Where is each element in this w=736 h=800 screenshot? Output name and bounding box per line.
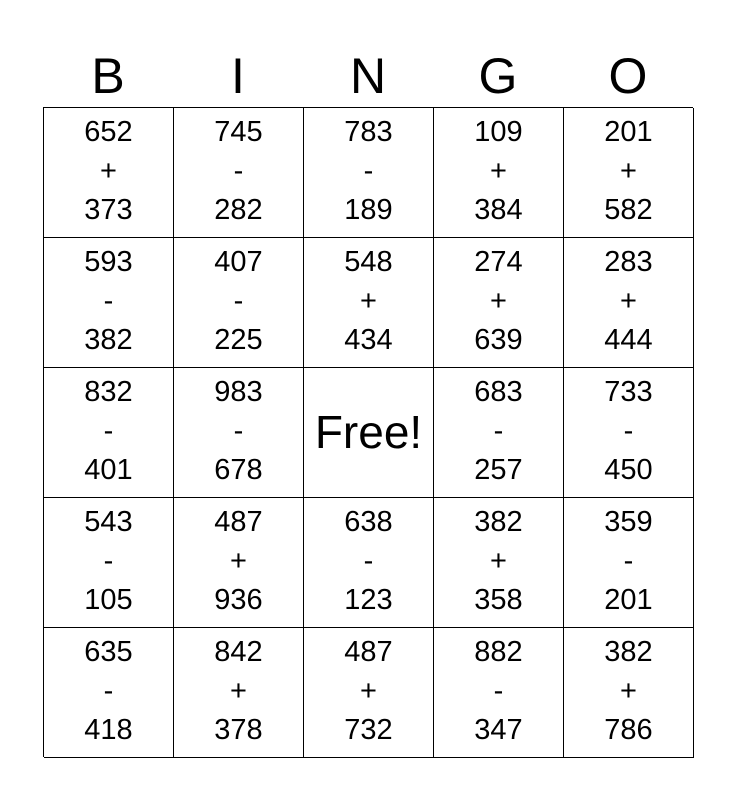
cell-operator: +: [360, 285, 377, 317]
cell-top-number: 733: [604, 376, 653, 408]
header-letter-n: N: [349, 48, 387, 104]
cell-top-number: 201: [604, 116, 653, 148]
cell-top-number: 382: [604, 636, 653, 668]
header-letter-g: G: [478, 48, 518, 104]
cell-top-number: 548: [344, 246, 393, 278]
bingo-cell[interactable]: [434, 628, 564, 758]
cell-top-number: 274: [474, 246, 523, 278]
bingo-cell[interactable]: [304, 108, 434, 238]
cell-bottom-number: 582: [604, 194, 653, 226]
cell-bottom-number: 373: [84, 194, 133, 226]
bingo-cell[interactable]: [564, 238, 694, 368]
cell-operator: -: [103, 415, 114, 447]
header-letter-i: I: [231, 48, 245, 104]
bingo-cell[interactable]: [174, 628, 304, 758]
cell-bottom-number: 257: [474, 454, 523, 486]
cell-top-number: 983: [214, 376, 263, 408]
bingo-cell[interactable]: [434, 368, 564, 498]
cell-bottom-number: 444: [604, 324, 653, 356]
cell-top-number: 359: [604, 506, 653, 538]
cell-top-number: 832: [84, 376, 133, 408]
cell-operator: +: [100, 155, 117, 187]
cell-bottom-number: 105: [84, 584, 133, 616]
cell-top-number: 882: [474, 636, 523, 668]
cell-bottom-number: 358: [474, 584, 523, 616]
cell-bottom-number: 282: [214, 194, 263, 226]
bingo-cell[interactable]: [564, 628, 694, 758]
cell-operator: -: [233, 285, 244, 317]
cell-operator: -: [103, 545, 114, 577]
cell-operator: -: [493, 675, 504, 707]
cell-bottom-number: 225: [214, 324, 263, 356]
bingo-cell[interactable]: [564, 108, 694, 238]
cell-top-number: 842: [214, 636, 263, 668]
cell-operator: -: [493, 415, 504, 447]
cell-top-number: 487: [214, 506, 263, 538]
cell-bottom-number: 201: [604, 584, 653, 616]
cell-bottom-number: 418: [84, 714, 133, 746]
cell-bottom-number: 786: [604, 714, 653, 746]
bingo-cell[interactable]: [174, 238, 304, 368]
cell-bottom-number: 936: [214, 584, 263, 616]
bingo-cell[interactable]: [304, 628, 434, 758]
cell-bottom-number: 382: [84, 324, 133, 356]
cell-top-number: 283: [604, 246, 653, 278]
header-letter-b: B: [91, 48, 125, 104]
cell-bottom-number: 401: [84, 454, 133, 486]
cell-top-number: 487: [344, 636, 393, 668]
cell-operator: +: [230, 545, 247, 577]
header-letter-o: O: [608, 48, 648, 104]
bingo-cell[interactable]: [44, 238, 174, 368]
cell-bottom-number: 639: [474, 324, 523, 356]
bingo-header: [43, 48, 693, 104]
bingo-cell[interactable]: [304, 238, 434, 368]
bingo-cell[interactable]: [44, 628, 174, 758]
cell-bottom-number: 678: [214, 454, 263, 486]
cell-top-number: 745: [214, 116, 263, 148]
cell-operator: +: [490, 545, 507, 577]
bingo-cell[interactable]: [174, 108, 304, 238]
cell-top-number: 783: [344, 116, 393, 148]
cell-bottom-number: 378: [214, 714, 263, 746]
cell-bottom-number: 434: [344, 324, 393, 356]
bingo-cell[interactable]: [564, 368, 694, 498]
cell-top-number: 382: [474, 506, 523, 538]
free-space-cell[interactable]: [304, 368, 434, 498]
bingo-cell[interactable]: [304, 498, 434, 628]
cell-bottom-number: 384: [474, 194, 523, 226]
cell-top-number: 407: [214, 246, 263, 278]
cell-operator: -: [623, 415, 634, 447]
cell-top-number: 109: [474, 116, 523, 148]
bingo-cell[interactable]: [44, 108, 174, 238]
cell-operator: +: [490, 155, 507, 187]
cell-top-number: 652: [84, 116, 133, 148]
cell-operator: +: [620, 285, 637, 317]
free-space-label: Free!: [314, 405, 423, 458]
cell-top-number: 635: [84, 636, 133, 668]
cell-bottom-number: 450: [604, 454, 653, 486]
cell-top-number: 638: [344, 506, 393, 538]
cell-bottom-number: 347: [474, 714, 523, 746]
bingo-cell[interactable]: [174, 498, 304, 628]
bingo-cell[interactable]: [434, 498, 564, 628]
cell-operator: -: [363, 155, 374, 187]
cell-bottom-number: 123: [344, 584, 393, 616]
cell-top-number: 543: [84, 506, 133, 538]
bingo-cell[interactable]: [564, 498, 694, 628]
cell-operator: -: [103, 285, 114, 317]
cell-top-number: 683: [474, 376, 523, 408]
cell-operator: -: [623, 545, 634, 577]
cell-operator: -: [233, 155, 244, 187]
bingo-grid: [43, 107, 693, 757]
cell-operator: +: [620, 155, 637, 187]
cell-bottom-number: 732: [344, 714, 393, 746]
bingo-cell[interactable]: [434, 238, 564, 368]
cell-operator: -: [363, 545, 374, 577]
cell-operator: +: [620, 675, 637, 707]
bingo-cell[interactable]: [174, 368, 304, 498]
bingo-cell[interactable]: [44, 498, 174, 628]
cell-operator: +: [230, 675, 247, 707]
cell-top-number: 593: [84, 246, 133, 278]
cell-bottom-number: 189: [344, 194, 393, 226]
cell-operator: -: [233, 415, 244, 447]
cell-operator: -: [103, 675, 114, 707]
bingo-cell[interactable]: [44, 368, 174, 498]
cell-operator: +: [360, 675, 377, 707]
cell-operator: +: [490, 285, 507, 317]
bingo-cell[interactable]: [434, 108, 564, 238]
